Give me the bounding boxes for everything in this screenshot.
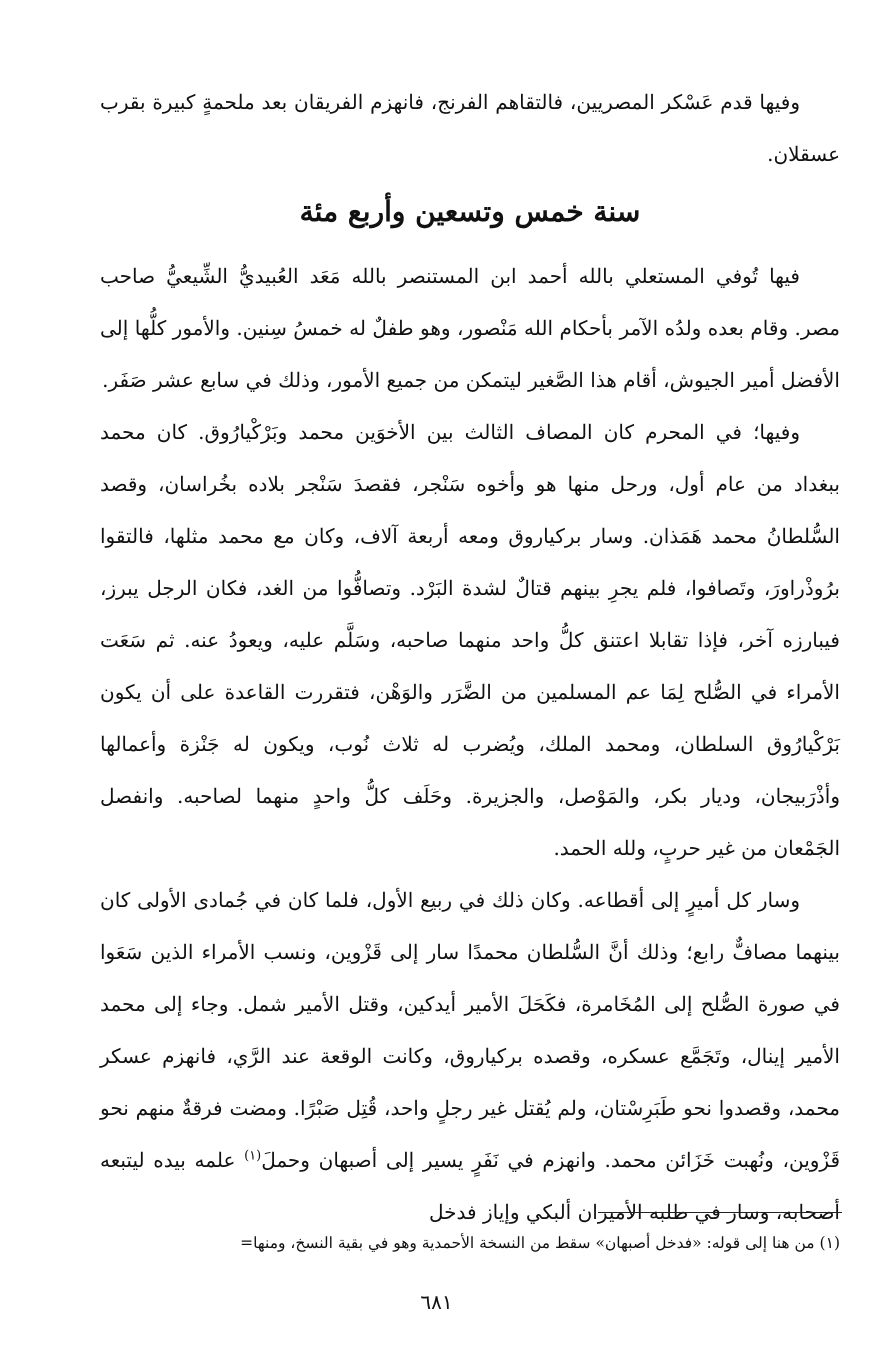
main-text-block (100, 250, 840, 1238)
paragraph: فيها تُوفي المستعلي بالله أحمد ابن المستنصر بالله مَعَد العُبيديُّ الشِّيعيُّ صاحب مصر. وقام بعده ولدُه الآمر بأحكام الله مَنْصور، وهو طفلٌ له خمسُ سِنين. والأمور كلُّها إلى الأفضل أمير الجيوش، أقام هذا الصَّغير ليتمكن من جميع الأمور، وذلك في سابع عشر صَفَر. (100, 264, 840, 392)
intro-block (100, 76, 840, 180)
footnote-reference: (١) (244, 1148, 262, 1164)
paragraph-text: وسار كل أميرٍ إلى أقطاعه. وكان ذلك في ربيع الأول، فلما كان في جُمادى الأولى كان بينهما مصافٌّ رابع؛ وذلك أنَّ السُّلطان محمدًا سار إلى قَزْوين، ونسب الأمراء الذين سَعَوا في صورة الصُّلح إلى المُخَامرة، فكَحَلَ الأمير أيدكين، وقتل الأمير شمل. وجاء إلى محمد الأمير إينال، وتَجَمَّع عسكره، وقصده بركياروق، وكانت الوقعة عند الرَّي، فانهزم عسكر محمد، وقصدوا نحو طَبَرِسْتان، ولم يُقتل غير رجلٍ واحد، قُتِل صَبْرًا. ومضت فرقةٌ منهم نحو قَزْوين، ونُهبت خَزَائن محمد. وانهزم في نَفَرٍ يسير إلى أصبهان وحملَ (100, 888, 841, 1172)
paragraph-tail: علمه بيده ليتبعه أصحابه، وسار في طلبه الأميران ألبكي وإياز فدخل (100, 1148, 840, 1224)
footnote-text: من هنا إلى قوله: «فدخل أصبهان» سقط من النسخة الأحمدية وهو في بقية النسخ، ومنها= (240, 1234, 815, 1252)
intro-paragraph: وفيها قدم عَسْكر المصريين، فالتقاهم الفرنج، فانهزم الفريقان بعد ملحمةٍ كبيرة بقرب عسقلان. (100, 90, 840, 166)
page-number: ٦٨١ (420, 1290, 453, 1314)
paragraph-with-footnote (100, 874, 840, 1238)
section-title: سنة خمس وتسعين وأربع مئة (299, 195, 641, 228)
footnote (100, 1228, 840, 1258)
paragraph: وفيها؛ في المحرم كان المصاف الثالث بين الأخوَين محمد وبَرْكْيارُوق. كان محمد ببغداد من عام أول، ورحل منها هو وأخوه سَنْجر، فقصدَ سَنْجر بلاده بخُراسان، وقصد السُّلطانُ محمد هَمَذان. وسار بركياروق ومعه أربعة آلاف، وكان مع محمد مثلها، فالتقوا برُوذْراورَ، وتَصافوا، فلم يجرِ بينهم قتالٌ لشدة البَرْد. وتصافُّوا من الغد، فكان الرجل يبرز، فيبارزه آخر، فإذا تقابلا اعتنق كلُّ واحد منهما صاحبه، وسَلَّم عليه، ويعودُ عنه. ثم سَعَت الأمراء في الصُّلح لِمَا عم المسلمين من الضَّرَر والوَهْن، فتقررت القاعدة على أن يكون بَرْكْيارُوق السلطان، ومحمد الملك، ويُضرب له ثلاث نُوب، ويكون له جَنْزة وأعمالها وأذْرَبيجان، وديار بكر، والمَوْصل، والجزيرة. وحَلَف كلُّ واحدٍ منهما لصاحبه. وانفصل الجَمْعان من غير حربٍ، ولله الحمد. (100, 420, 840, 860)
footnote-number: (١) (819, 1234, 840, 1252)
footnote-separator (598, 1212, 842, 1213)
